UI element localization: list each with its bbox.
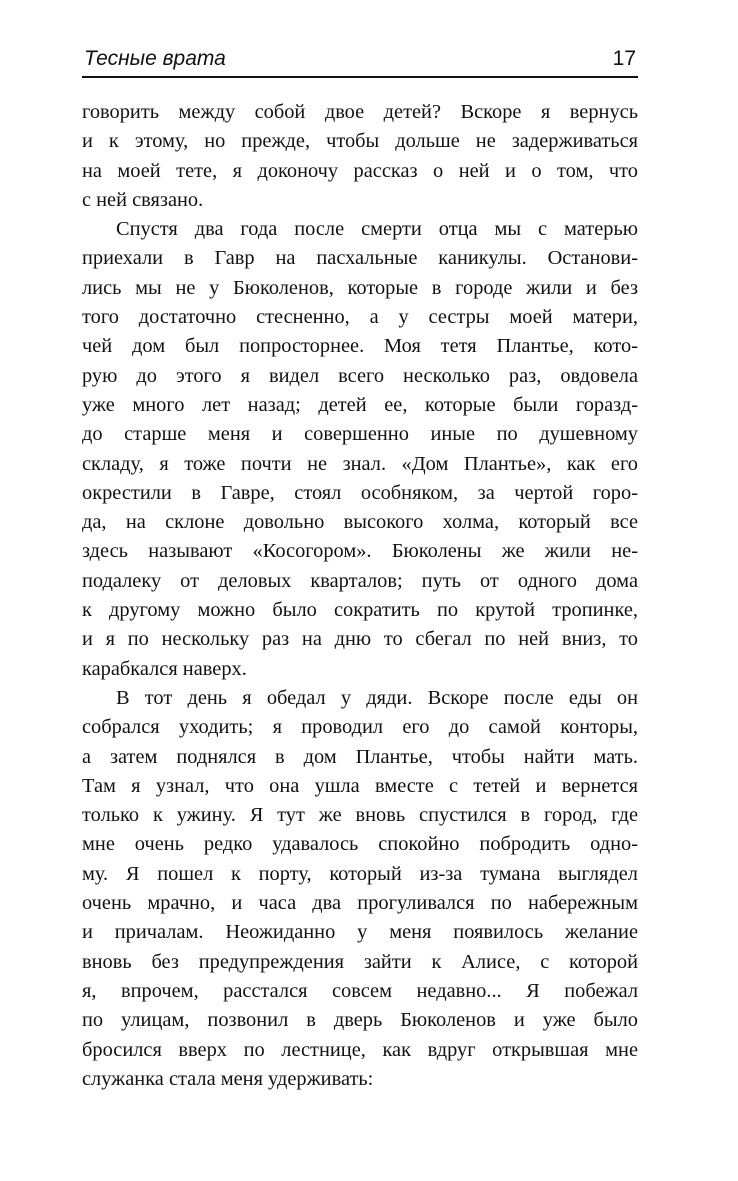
text-line: бросился вверх по лестнице, как вдруг открывшая мне [82, 1038, 638, 1061]
text-line: и я по нескольку раз на дню то сбегал по ней вниз, то [82, 628, 638, 651]
text-line: говорить между собой двое детей? Вскоре я вернусь [82, 101, 638, 123]
text-line: приехали в Гавр на пасхальные каникулы. Останови- [82, 247, 638, 270]
text-line: и причалам. Неожиданно у меня появилось желание [82, 921, 638, 944]
text-line: мне очень редко удавалось спокойно побродить одно- [82, 833, 638, 856]
paragraph-1 [82, 98, 638, 215]
body-text [82, 98, 638, 1094]
page-header [82, 44, 638, 78]
text-line: по улицам, позвонил в дверь Бюколенов и уже было [82, 1009, 638, 1032]
paragraph-3 [82, 684, 638, 1094]
text-line: здесь называют «Косогором». Бюколены же жили не- [82, 540, 638, 563]
running-title: Тесные врата [84, 47, 226, 70]
text-line: Спустя два года после смерти отца мы с матерью [116, 218, 638, 241]
text-line: служанка стала меня удерживать: [82, 1067, 374, 1090]
text-line: до старше меня и совершенно иные по душевному [82, 423, 638, 446]
text-line: В тот день я обедал у дяди. Вскоре после еды он [116, 686, 638, 709]
text-line: да, на склоне довольно высокого холма, который все [82, 511, 638, 534]
text-line: очень мрачно, и часа два прогуливался по набережным [82, 892, 638, 915]
text-line: собрался уходить; я проводил его до самой конторы, [82, 716, 638, 739]
text-line: карабкался наверх. [82, 657, 247, 680]
text-line: того достаточно стесненно, а у сестры моей матери, [82, 306, 638, 329]
text-line: вновь без предупреждения зайти к Алисе, с которой [82, 950, 638, 973]
text-line: окрестили в Гавре, стоял особняком, за чертой горо- [82, 481, 638, 504]
text-line: Там я узнал, что она ушла вместе с тетей и вернется [82, 774, 638, 797]
text-line: чей дом был попросторнее. Моя тетя Плантье, кото- [82, 335, 638, 358]
text-line: рую до этого я видел всего несколько раз, овдовела [82, 364, 638, 387]
text-line: с ней связано. [82, 188, 204, 211]
text-line: му. Я пошел к порту, который из-за тумана выглядел [82, 862, 638, 885]
page-number: 17 [612, 47, 636, 70]
text-line: складу, я тоже почти не знал. «Дом Плантье», как его [82, 452, 638, 475]
text-line: и к этому, но прежде, чтобы дольше не задерживаться [82, 130, 638, 153]
text-line: а затем поднялся в дом Плантье, чтобы найти мать. [82, 745, 638, 768]
text-line: к другому можно было сократить по крутой тропинке, [82, 599, 638, 622]
text-line: уже много лет назад; детей ее, которые были горазд- [82, 393, 638, 416]
text-line: лись мы не у Бюколенов, которые в городе жили и без [82, 276, 638, 299]
text-line: на моей тете, я доконочу рассказ о ней и о том, что [82, 159, 638, 182]
text-line: только к ужину. Я тут же вновь спустился в город, где [82, 804, 638, 827]
text-line: я, впрочем, расстался совсем недавно... Я побежал [82, 979, 638, 1002]
text-line: подалеку от деловых кварталов; путь от одного дома [82, 569, 638, 592]
paragraph-2 [82, 215, 638, 684]
